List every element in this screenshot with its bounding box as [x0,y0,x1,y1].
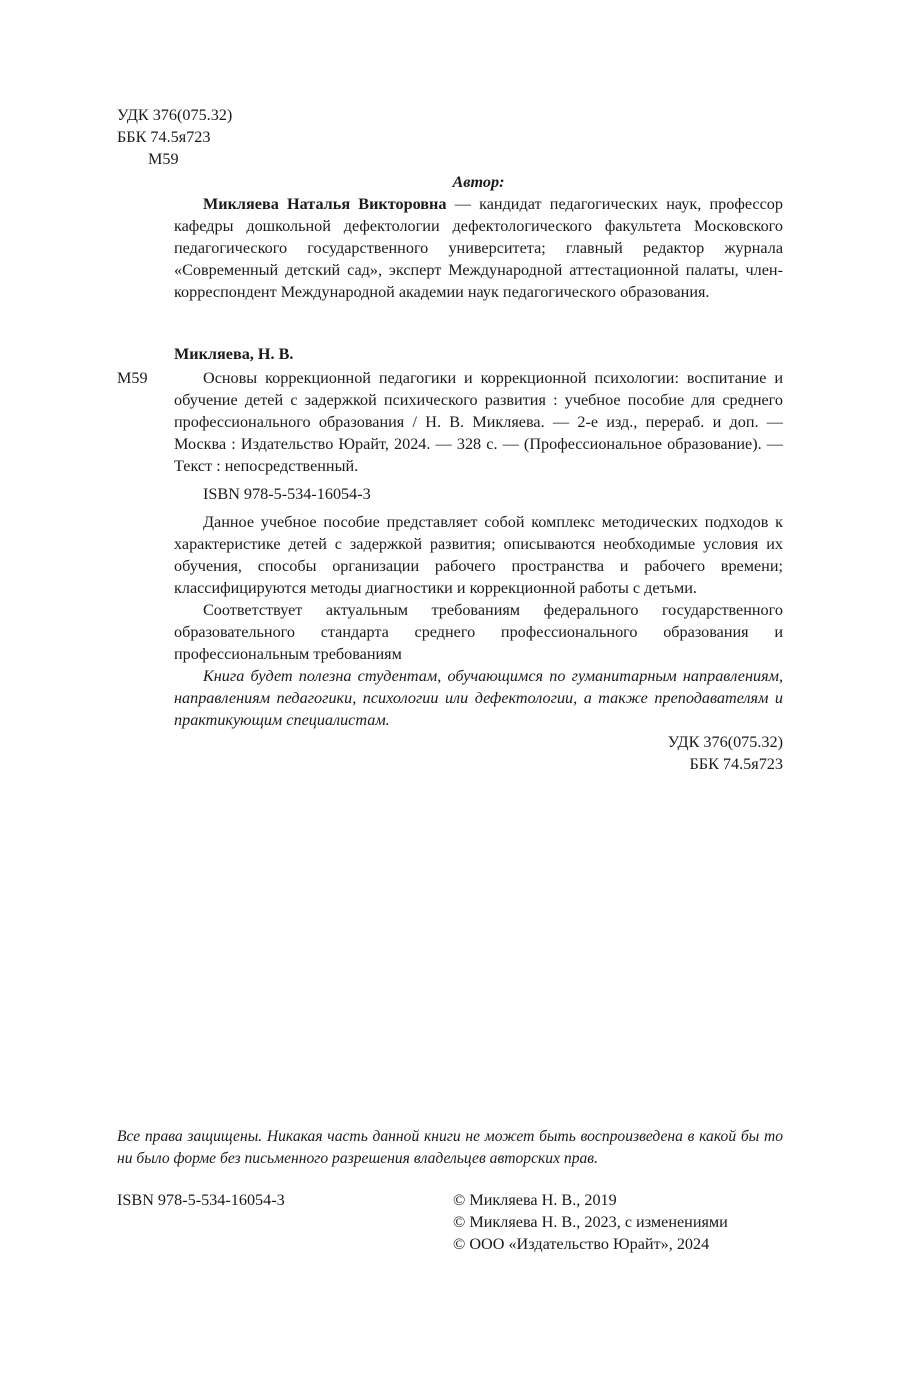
annotation-paragraph-2: Соответствует актуальным требованиям федерального государственного образовательного стандарта среднего профессионального образования и профессиональным требованиям [174,601,783,663]
udk-code: УДК 376(075.32) [117,106,233,124]
copyright-line-1: © Микляева Н. В., 2019 [453,1191,617,1209]
author-bio [174,193,783,303]
copyright-block [453,1189,728,1255]
copyright-line-2: © Микляева Н. В., 2023, с изменениями [453,1213,728,1231]
annotation [174,511,783,775]
bbk-code: ББК 74.5я723 [117,128,211,146]
catalog-author: Микляева, Н. В. [174,345,294,363]
author-name: Микляева Наталья Викторовна [203,195,447,213]
copyright-line-3: © ООО «Издательство Юрайт», 2024 [453,1235,710,1253]
author-bio-text: — кандидат педагогических наук, профессор кафедры дошкольной дефектологии дефектологического факультета Московского педагогического государственного университета; главный редактор журнала «Современный детский сад», эксперт Международной аттестационной палаты, член-корреспондент Международной академии наук педагогического образования. [174,195,783,301]
classification-codes [117,104,232,170]
rights-notice: Все права защищены. Никакая часть данной книги не может быть воспроизведена в какой бы то ни было форме без письменного разрешения владельцев авторских прав. [117,1128,783,1167]
catalog-isbn: ISBN 978-5-534-16054-3 [203,485,371,503]
annotation-bbk: ББК 74.5я723 [689,755,783,773]
author-heading: Автор: [452,173,505,191]
author-mark: М59 [148,150,179,168]
catalog-mark: М59 [117,369,148,387]
catalog-description: Основы коррекционной педагогики и коррекционной психологии: воспитание и обучение детей с задержкой психического развития : учебное пособие для среднего профессионального образования / Н. В. Микляева. — 2-е изд., перераб. и доп. — Москва : Издательство Юрайт, 2024. — 328 с. — (Профессиональное образование). — Текст : непосредственный. [174,369,783,475]
footer-isbn: ISBN 978-5-534-16054-3 [117,1191,285,1209]
annotation-paragraph-3: Книга будет полезна студентам, обучающимся по гуманитарным направлениям, направлениям педагогики, психологии или дефектологии, а также преподавателям и практикующим специалистам. [174,667,783,729]
annotation-paragraph-1: Данное учебное пособие представляет собой комплекс методических подходов к характеристике детей с задержкой развития; описываются необходимые условия их обучения, способы организации рабочего пространства и рабочего времени; классифицируются методы диагностики и коррекционной работы с детьми. [174,513,783,597]
annotation-udk: УДК 376(075.32) [667,733,783,751]
